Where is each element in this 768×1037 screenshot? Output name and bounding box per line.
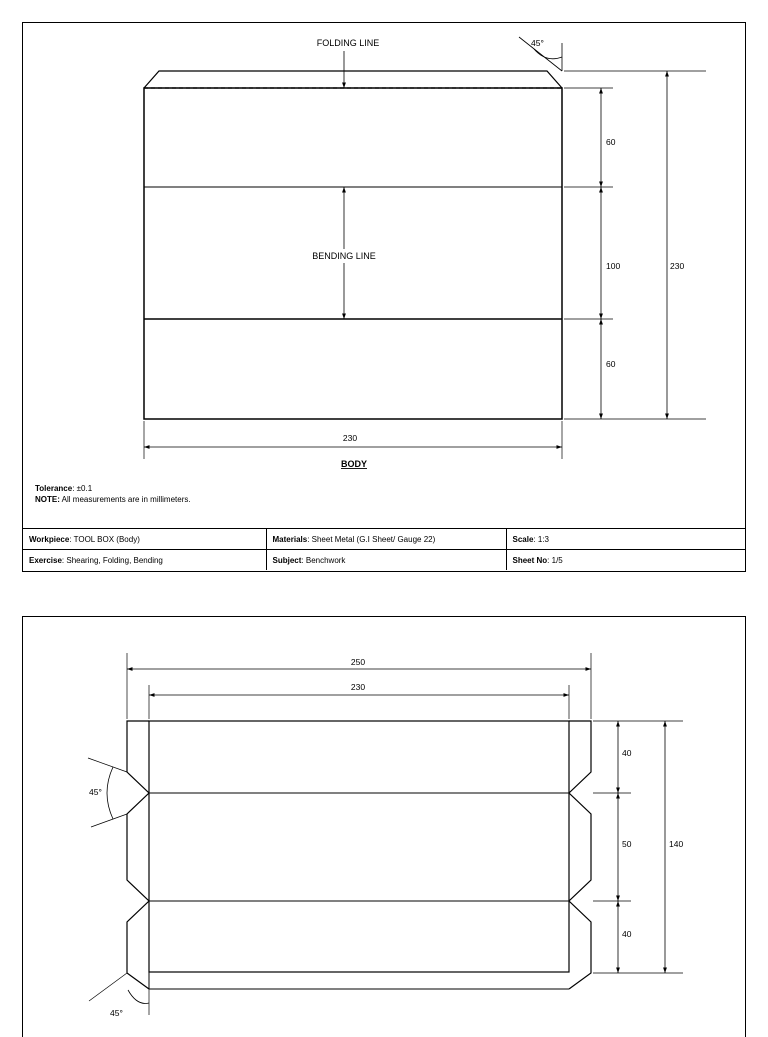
drawing-sheet-body: [22, 22, 746, 572]
angle-lower-ref-1: [89, 973, 127, 1001]
title-block: [23, 528, 745, 570]
dim-inner-width: 230: [350, 682, 366, 692]
tolerance-line: Tolerance: ±0.1: [35, 484, 93, 493]
angle-upper-ref-1: [88, 758, 127, 772]
angle-lower-arc: [128, 990, 149, 1003]
angle-label-lower: 45°: [110, 1008, 123, 1018]
dim-bottom: 60: [606, 359, 616, 369]
folding-line-label: FOLDING LINE: [316, 38, 380, 48]
drawing-sheet-side: [22, 616, 746, 1037]
angle-label-upper: 45°: [89, 787, 102, 797]
side-drawing: [23, 617, 745, 1025]
scale-cell: Scale: 1:3: [506, 529, 745, 550]
note-line: NOTE: All measurements are in millimeters.: [35, 495, 191, 504]
dim-middle: 100: [606, 261, 621, 271]
right-flap-outline: [569, 721, 591, 989]
angle-label: 45°: [531, 38, 544, 48]
dim-s2-total-height: 140: [669, 839, 684, 849]
dim-width: 230: [342, 433, 358, 443]
angle-upper-ref-2: [91, 814, 127, 827]
bending-line-label: BENDING LINE: [312, 251, 376, 261]
dim-top: 60: [606, 137, 616, 147]
part-title: BODY: [340, 459, 368, 469]
angle-arc: [534, 49, 562, 59]
top-flap-outline: [144, 71, 562, 88]
dim-total-height: 230: [670, 261, 685, 271]
left-flap-outline: [127, 721, 149, 989]
sheet-no-cell: Sheet No: 1/5: [506, 550, 745, 571]
exercise-cell: Exercise: Shearing, Folding, Bending: [23, 550, 266, 571]
materials-cell: Materials: Sheet Metal (G.I Sheet/ Gauge 22): [266, 529, 506, 550]
subject-cell: Subject: Benchwork: [266, 550, 506, 571]
dim-s2-middle: 50: [622, 839, 632, 849]
notes-block: [35, 483, 191, 505]
dim-s2-bottom: 40: [622, 929, 632, 939]
dim-outer-width: 250: [350, 657, 366, 667]
panel-outline: [149, 721, 569, 972]
angle-upper-arc: [107, 767, 113, 819]
dim-s2-top: 40: [622, 748, 632, 758]
workpiece-cell: Workpiece: TOOL BOX (Body): [23, 529, 266, 550]
